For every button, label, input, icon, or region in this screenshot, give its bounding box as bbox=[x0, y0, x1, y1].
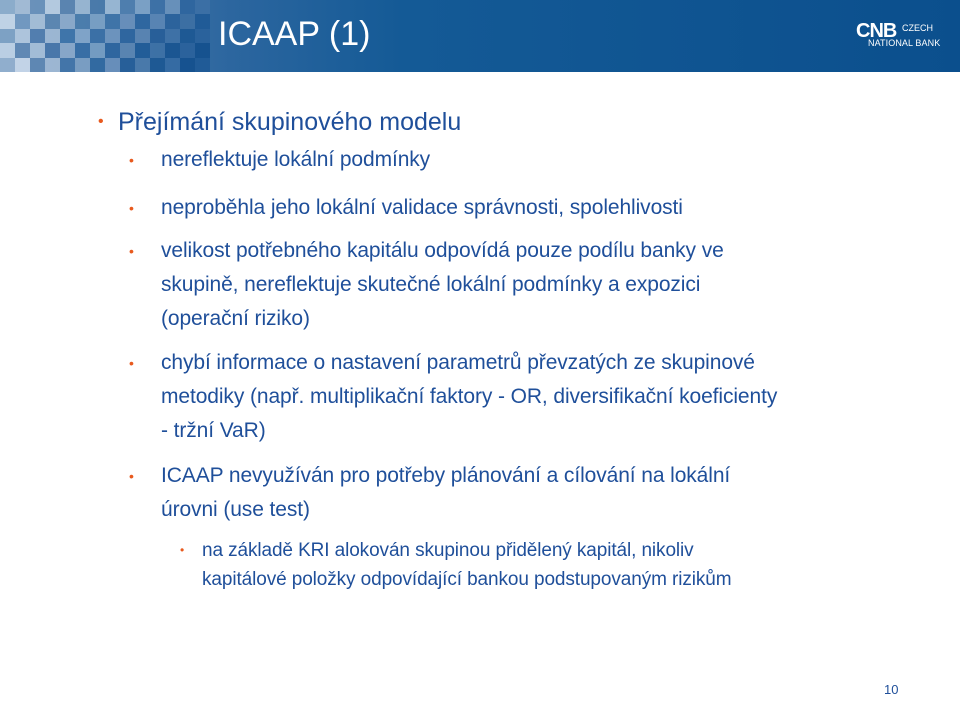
bullet-marker: • bbox=[129, 152, 134, 168]
bullet-marker: • bbox=[180, 543, 185, 557]
main-bullet bbox=[98, 107, 462, 137]
logo-mark: CNB bbox=[856, 20, 897, 42]
logo-line-2: NATIONAL BANK bbox=[868, 38, 941, 48]
sub-bullet-3 bbox=[129, 234, 724, 336]
sub-bullet-5-line-2: úrovni (use test) bbox=[161, 498, 310, 521]
sub-bullet-3-line-1: velikost potřebného kapitálu odpovídá pouze podílu banky ve bbox=[161, 239, 724, 262]
sub-bullet-1 bbox=[129, 143, 431, 177]
sub-bullet-3-line-2: skupině, nereflektuje skutečné lokální podmínky a expozici bbox=[161, 273, 701, 296]
sub-sub-bullet-line-2: kapitálové položky odpovídající bankou podstupovaným rizikům bbox=[202, 569, 732, 590]
main-bullet-text: Přejímání skupinového modelu bbox=[118, 108, 462, 136]
sub-bullet-4-line-2: metodiky (např. multiplikační faktory - OR, diversifikační koeficienty bbox=[161, 385, 778, 408]
slide-title: ICAAP (1) bbox=[218, 15, 371, 53]
bullet-marker: • bbox=[129, 200, 134, 216]
sub-bullet-5 bbox=[129, 459, 731, 527]
page-number: 10 bbox=[884, 682, 899, 697]
sub-bullet-4-line-3: - tržní VaR) bbox=[161, 419, 266, 442]
bullet-marker: • bbox=[98, 113, 104, 130]
sub-bullet-5-line-1: ICAAP nevyužíván pro potřeby plánování a cílování na lokální bbox=[161, 464, 731, 487]
sub-sub-bullet-line-1: na základě KRI alokován skupinou přidělený kapitál, nikoliv bbox=[202, 540, 694, 561]
sub-bullet-4-line-1: chybí informace o nastavení parametrů převzatých ze skupinové bbox=[161, 351, 755, 374]
sub-bullet-1-line-1: nereflektuje lokální podmínky bbox=[161, 148, 431, 171]
sub-sub-bullet bbox=[180, 536, 732, 594]
bullet-marker: • bbox=[129, 468, 134, 484]
bullet-marker: • bbox=[129, 355, 134, 371]
sub-bullet-3-line-3: (operační riziko) bbox=[161, 307, 310, 330]
sub-bullet-2 bbox=[129, 191, 683, 225]
sub-bullet-4 bbox=[129, 346, 778, 448]
bullet-marker: • bbox=[129, 243, 134, 259]
logo-line-1: CZECH bbox=[902, 23, 933, 33]
sub-bullet-2-line-1: neproběhla jeho lokální validace správnosti, spolehlivosti bbox=[161, 196, 683, 219]
